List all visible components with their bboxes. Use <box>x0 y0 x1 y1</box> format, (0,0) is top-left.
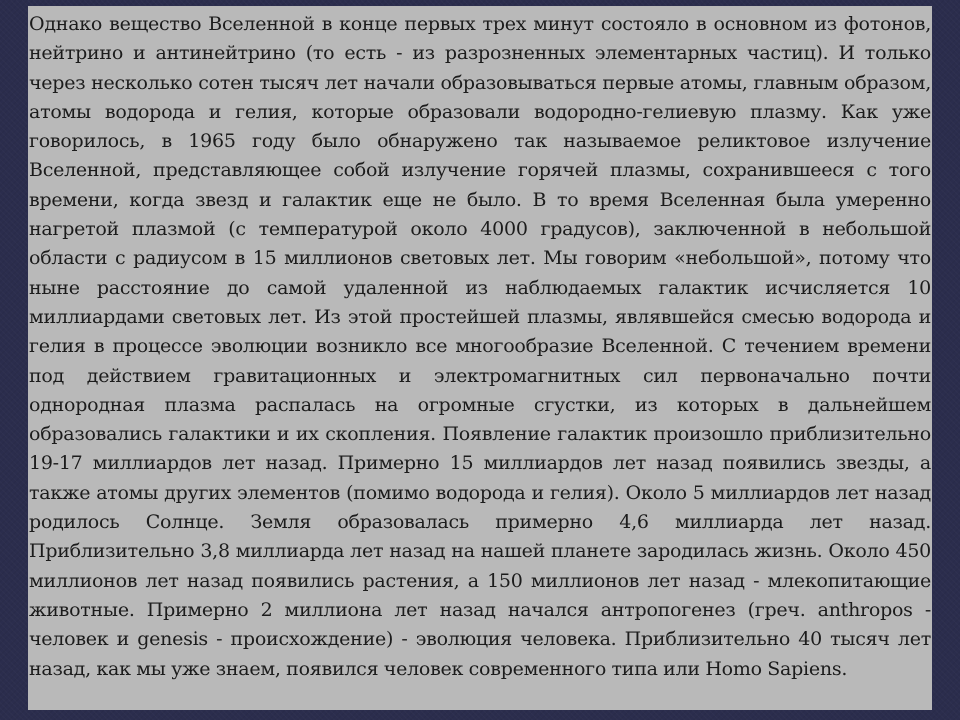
body-paragraph: Однако вещество Вселенной в конце первых трех минут состояло в основном из фотонов, нейтрино и антинейтрино (то есть - из разрозненных элементарных частиц). И только через несколько сотен тысяч лет начали образовываться первые атомы, главным образом, атомы водорода и гелия, которые образовали водородно-гелиевую плазму. Как уже говорилось, в 1965 году было обнаружено так называемое реликтовое излучение Вселенной, представляющее собой излучение горячей плазмы, сохранившееся с того времени, когда звезд и галактик еще не было. В то время Вселенная была умеренно нагретой плазмой (с температурой около 4000 градусов), заключенной в небольшой области с радиусом в 15 миллионов световых лет. Мы говорим «небольшой», потому что ныне расстояние до самой удаленной из наблюдаемых галактик исчисляется 10 миллиардами световых лет. Из этой простейшей плазмы, являвшейся смесью водорода и гелия в процессе эволюции возникло все многообразие Вселенной. С течением времени под действием гравитационных и электромагнитных сил первоначально почти однородная плазма распалась на огромные сгустки, из которых в дальнейшем образовались галактики и их скопления. Появление галактик произошло приблизительно 19-17 миллиардов лет назад. Примерно 15 миллиардов лет назад появились звезды, а также атомы других элементов (помимо водорода и гелия). Около 5 миллиардов лет назад родилось Солнце. Земля образовалась примерно 4,6 миллиарда лет назад. Приблизительно 3,8 миллиарда лет назад на нашей планете зародилась жизнь. Около 450 миллионов лет назад появились растения, а 150 миллионов лет назад - млекопитающие животные. Примерно 2 миллиона лет назад начался антропогенез (греч. anthropos - человек и genesis - происхождение) - эволюция человека. Приблизительно 40 тысяч лет назад, как мы уже знаем, появился человек современного типа или Homo Sapiens. <box>29 13 931 680</box>
text-box <box>28 6 932 710</box>
